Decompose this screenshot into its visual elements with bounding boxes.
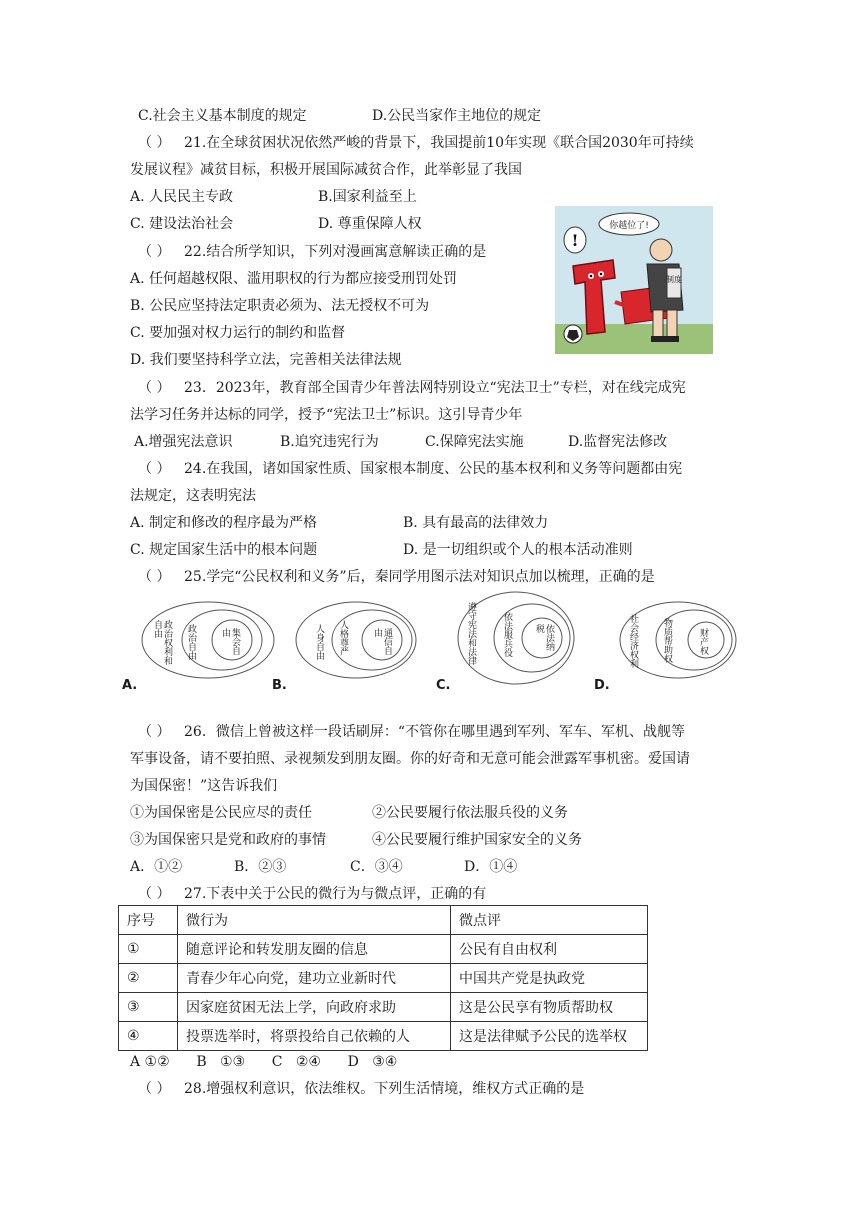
q21-stem: （ ） 21.在全球贫困状况依然严峻的背景下，我国提前10年实现《联合国2030年可持续 [138,135,694,151]
q21-option-b: B.国家利益至上 [318,189,417,205]
table-cell: 青春少年心向党，建功立业新时代 [178,964,451,993]
table-cell: ③ [119,993,178,1022]
diagram-a-outer-label: 政治权利和自由 [152,620,172,665]
q25-label-a: A. [122,678,138,693]
table-row [119,964,648,993]
q26-statement-2: ②公民要履行依法服兵役的义务 [372,805,568,821]
table-cell: 随意评论和转发朋友圈的信息 [178,935,451,964]
q22-stem: （ ） 22.结合所学知识，下列对漫画寓意解读正确的是 [138,244,487,260]
q25-label-b: B. [272,678,287,693]
table-row [119,935,648,964]
q26-option-c: C．③④ [350,859,403,875]
table-cell: 因家庭贫困无法上学，向政府求助 [178,993,451,1022]
q26-statement-3: ③为国保密只是党和政府的事情 [130,832,326,848]
table-cell: 这是法律赋予公民的选举权 [451,1022,648,1051]
q26-stem-cont: 军事设备，请不要拍照、录视频发到朋友圈。你的好奇和无意可能会泄露军事机密。爱国请 [130,751,690,767]
cartoon-card: 制度 [666,275,682,284]
q27-options: A ①② B ①③ C ②④ D ③④ [130,1054,398,1070]
q24-stem-cont: 法规定，这表明宪法 [130,488,256,504]
q23-option-b: B.追究违宪行为 [280,434,379,450]
table-cell: 中国共产党是执政党 [451,964,648,993]
q24-option-c: C. 规定国家生活中的根本问题 [130,542,318,558]
q26-option-b: B．②③ [234,859,287,875]
q27-table [118,905,648,1051]
q22-option-b: B. 公民应坚持法定职责必须为、法无授权不可为 [130,298,430,314]
q25-diagram-b [292,600,432,682]
table-cell: 投票选举时，将票投给自己依赖的人 [178,1022,451,1051]
table-header-cell: 微行为 [178,906,451,935]
table-cell: ① [119,935,178,964]
diagram-b-outer-label: 人身自由 [314,624,324,660]
q23-stem-cont: 法学习任务并达标的同学，授予“宪法卫士”标识。这引导青少年 [130,407,523,423]
q26-option-a: A．①② [130,859,183,875]
q26-statement-1: ①为国保密是公民应尽的责任 [130,805,312,821]
cartoon-alert: ! [571,231,579,250]
q22-cartoon [555,206,713,354]
diagram-b-inner-label: 通信自由 [372,628,392,655]
table-cell: 公民有自由权利 [451,935,648,964]
q23-option-d: D.监督宪法修改 [568,434,668,450]
table-row [119,993,648,1022]
table-header-cell: 序号 [119,906,178,935]
q22-option-c: C. 要加强对权力运行的制约和监督 [130,325,346,341]
table-cell: ④ [119,1022,178,1051]
table-header-cell: 微点评 [451,906,648,935]
q26-stem-cont2: 为国保密！”这告诉我们 [130,778,278,794]
q23-option-a: A.增强宪法意识 [134,434,233,450]
cartoon-speech: 你越位了! [609,221,649,231]
table-row [119,1022,648,1051]
diagram-c-outer-label: 遵守宪法和法律 [466,602,476,665]
table-cell: ② [119,964,178,993]
diagram-d-outer-label: 社会经济权利 [628,614,638,668]
q23-option-c: C.保障宪法实施 [425,434,524,450]
table-header-row [119,906,648,935]
diagram-a-middle-label: 政治自由 [186,624,196,660]
q24-stem: （ ） 24.在我国，诸如国家性质、国家根本制度、公民的基本权利和义务等问题都由宪 [138,461,683,477]
diagram-c-middle-label: 依法服兵役 [502,612,512,657]
q23-stem: （ ） 23．2023年，教育部全国青少年普法网特别设立“宪法卫士”专栏，对在线完成宪 [138,380,686,396]
q25-label-c: C. [436,678,451,693]
q26-option-d: D．①④ [464,859,518,875]
diagram-a-inner-label: 集会自由 [220,628,240,655]
q24-option-d: D. 是一切组织或个人的根本活动准则 [403,542,633,558]
q21-option-c: C. 建设法治社会 [130,216,234,232]
q22-option-a: A. 任何超越权限、滥用职权的行为都应接受刑罚处罚 [130,271,458,287]
q27-stem: （ ） 27.下表中关于公民的微行为与微点评，正确的有 [138,886,487,902]
diagram-d-inner-label: 财产权 [698,628,708,655]
table-cell: 这是公民享有物质帮助权 [451,993,648,1022]
q25-label-d: D. [594,678,610,693]
q21-option-d: D. 尊重保障人权 [318,216,422,232]
q24-option-b: B. 具有最高的法律效力 [403,515,549,531]
q26-statement-4: ④公民要履行维护国家安全的义务 [372,832,582,848]
q28-stem: （ ） 28.增强权利意识，依法维权。下列生活情境，维权方式正确的是 [138,1081,585,1097]
q21-stem-cont: 发展议程》减贫目标，积极开展国际减贫合作，此举彰显了我国 [130,162,522,178]
q20-option-d: D.公民当家作主地位的规定 [372,108,542,124]
q21-option-a: A. 人民民主专政 [130,189,234,205]
q24-option-a: A. 制定和修改的程序最为严格 [130,515,318,531]
q26-stem: （ ） 26．微信上曾被这样一段话刷屏：“不管你在哪里遇到军列、军车、军机、战舰等 [138,724,685,740]
diagram-b-middle-label: 人格尊严 [338,620,348,656]
q20-option-c: C.社会主义基本制度的规定 [138,108,307,124]
diagram-c-inner-label: 依法纳税 [534,624,554,651]
q22-option-d: D. 我们要坚持科学立法，完善相关法律法规 [130,352,402,368]
diagram-d-middle-label: 物质帮助权 [662,618,672,663]
q25-stem: （ ） 25.学完“公民权利和义务”后，秦同学用图示法对知识点加以梳理，正确的是 [138,569,655,585]
